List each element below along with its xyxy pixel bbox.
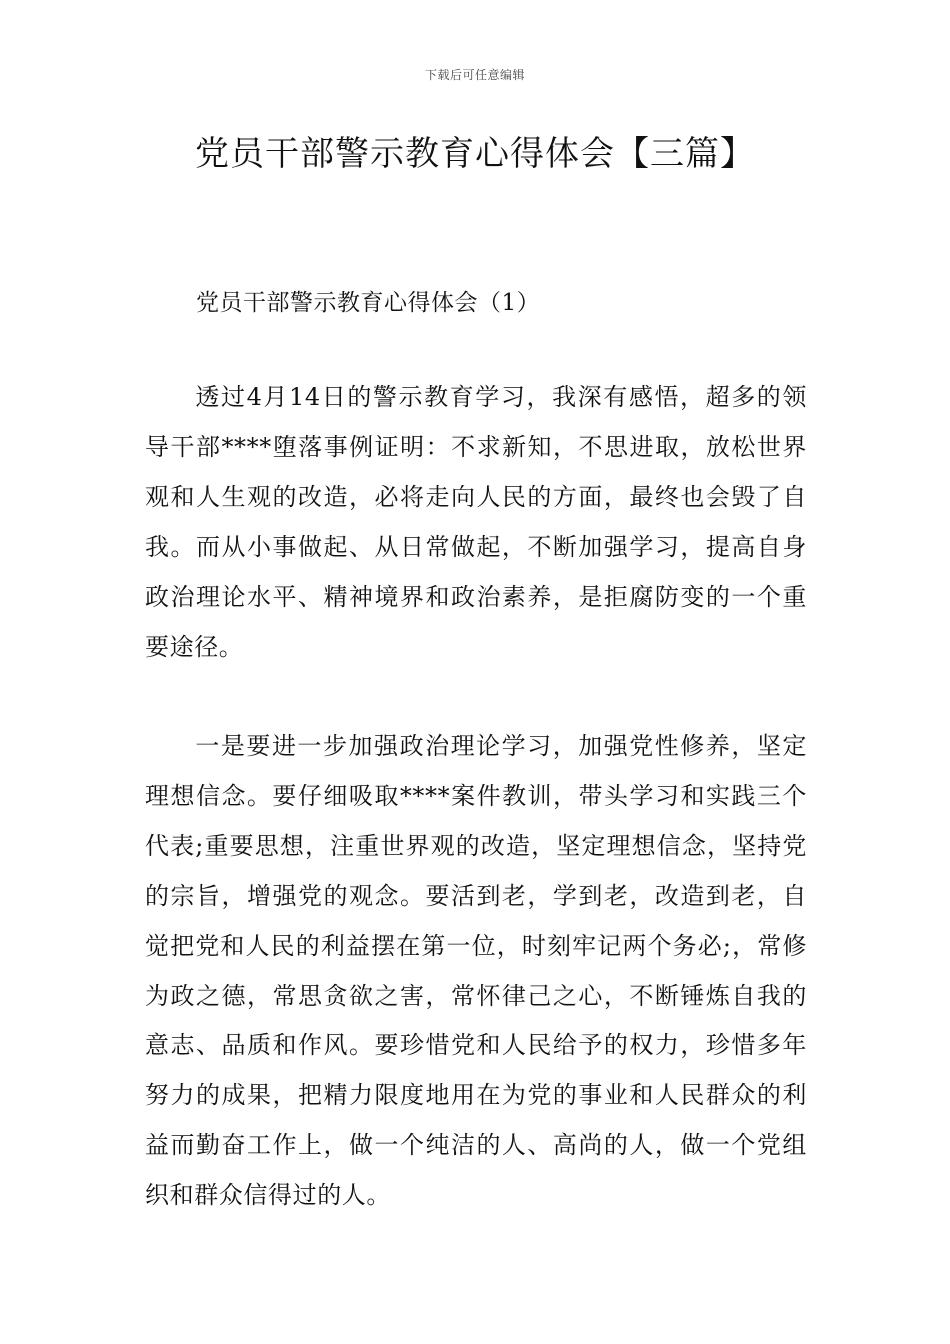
section-heading: 党员干部警示教育心得体会（1） — [196, 290, 541, 316]
body-paragraph: 一是要进一步加强政治理论学习，加强党性修养，坚定理想信念。要仔细吸取****案件教训，带头学习和实践三个代表;重要思想，注重世界观的改造，坚定理想信念，坚持党的宗旨，增强党的观念。要活到老，学到老，改造到老，自觉把党和人民的利益摆在第一位，时刻牢记两个务必;，常修为政之德，常思贪欲之害，常怀律己之心，不断锤炼自我的意志、品质和作风。要珍惜党和人民给予的权力，珍惜多年努力的成果，把精力限度地用在为党的事业和人民群众的利益而勤奋工作上，做一个纯洁的人、高尚的人，做一个党组织和群众信得过的人。 — [145, 732, 807, 1210]
body-paragraph: 透过4月14日的警示教育学习，我深有感悟，超多的领导干部****堕落事例证明：不求新知，不思进取，放松世界观和人生观的改造，必将走向人民的方面，最终也会毁了自我。而从小事做起、从日常做起，不断加强学习，提高自身政治理论水平、精神境界和政治素养，是拒腐防变的一个重要途径。 — [145, 383, 807, 661]
document-title: 党员干部警示教育心得体会【三篇】 — [195, 134, 755, 174]
header-note: 下载后可任意编辑 — [424, 68, 525, 82]
